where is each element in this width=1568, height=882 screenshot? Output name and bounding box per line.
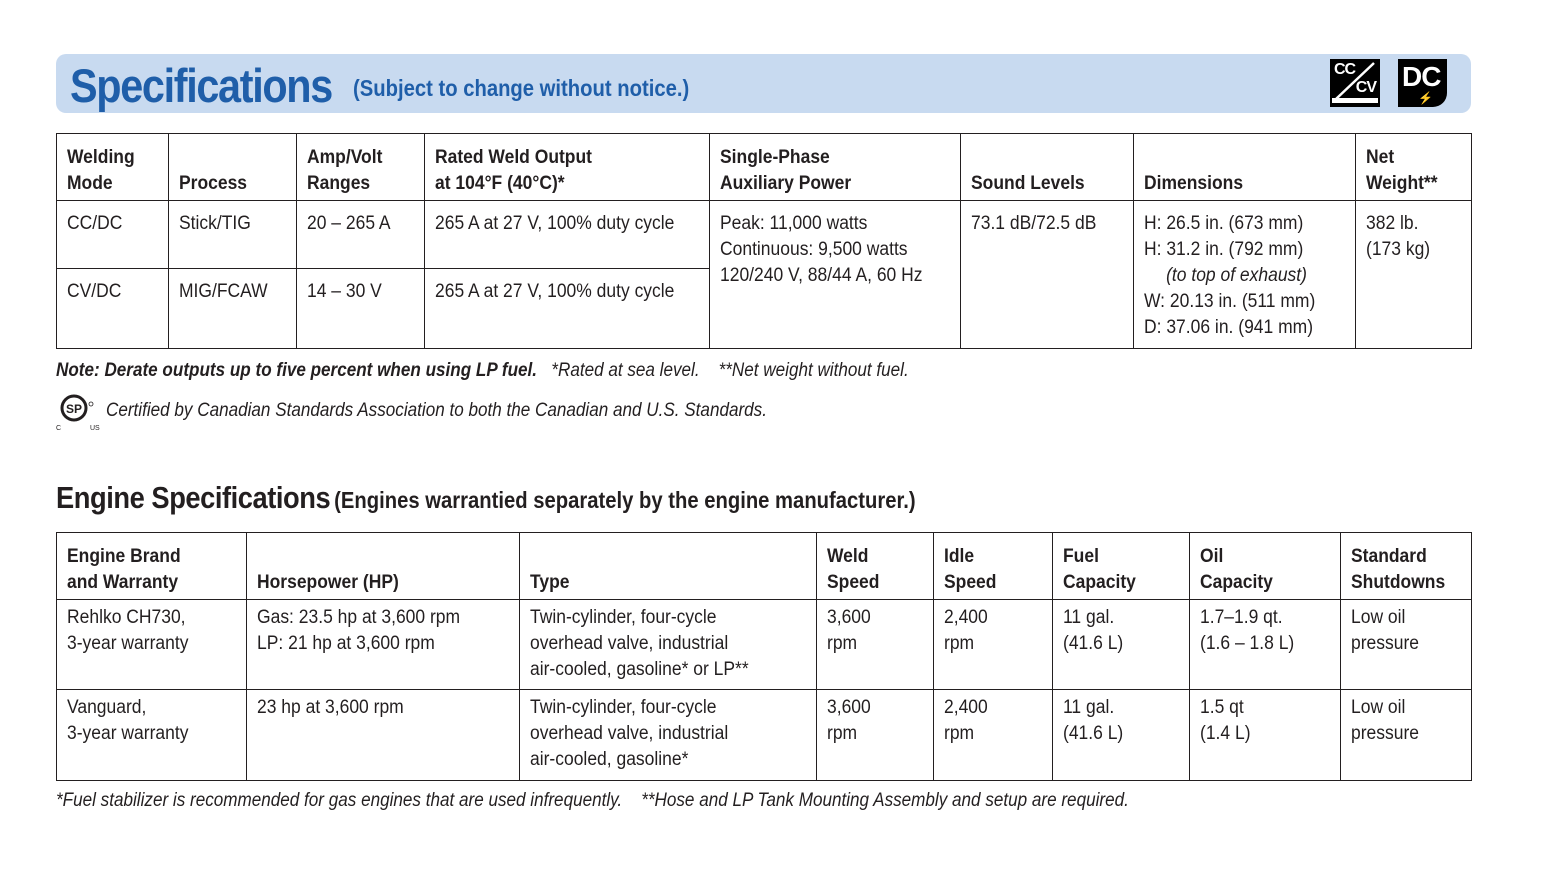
engine-specifications-table <box>56 532 1472 781</box>
header-amp-volt-ranges: Amp/Volt Ranges <box>297 134 425 201</box>
svg-text:SP: SP <box>66 402 83 416</box>
cell-net-weight: 382 lb. (173 kg) <box>1356 201 1472 349</box>
csa-certification-text: Certified by Canadian Standards Association to both the Canadian and U.S. Standards. <box>106 400 767 421</box>
cell-shutdowns: Low oil pressure <box>1341 690 1472 781</box>
header-sound-levels: Sound Levels <box>961 134 1134 201</box>
cell-shutdowns: Low oil pressure <box>1341 600 1472 690</box>
specifications-header-bar <box>56 54 1471 113</box>
cc-cv-badge-icon <box>1330 59 1380 107</box>
table-header-row <box>57 533 1472 600</box>
rated-note-text: *Rated at sea level. <box>551 360 700 381</box>
cell-mode: CV/DC <box>57 269 169 349</box>
header-dimensions: Dimensions <box>1134 134 1356 201</box>
cell-weld-speed: 3,600 rpm <box>817 600 934 690</box>
table-row <box>57 600 1472 690</box>
header-rated-weld-output: Rated Weld Output at 104°F (40°C)* <box>425 134 710 201</box>
svg-text:C: C <box>56 425 62 432</box>
cell-fuel-capacity: 11 gal. (41.6 L) <box>1053 600 1190 690</box>
cell-type: Twin-cylinder, four-cycle overhead valve, industrial air-cooled, gasoline* or LP** <box>520 600 817 690</box>
page-title: Specifications <box>70 59 332 112</box>
derate-note <box>56 360 909 382</box>
table-row <box>57 690 1472 781</box>
cell-brand: Vanguard, 3-year warranty <box>57 690 247 781</box>
table-header-row <box>57 134 1472 201</box>
badge-cv-text: CV <box>1355 79 1376 96</box>
table-row <box>57 201 1472 269</box>
cell-mode: CC/DC <box>57 201 169 269</box>
hose-assembly-note: **Hose and LP Tank Mounting Assembly and setup are required. <box>641 790 1129 811</box>
header-net-weight: Net Weight** <box>1356 134 1472 201</box>
header-oil-capacity: Oil Capacity <box>1190 533 1341 600</box>
header-welding-mode: Welding Mode <box>57 134 169 201</box>
cell-output: 265 A at 27 V, 100% duty cycle <box>425 269 710 349</box>
cell-range: 14 – 30 V <box>297 269 425 349</box>
cell-oil-capacity: 1.5 qt (1.4 L) <box>1190 690 1341 781</box>
dc-badge-icon <box>1398 59 1447 107</box>
header-type: Type <box>520 533 817 600</box>
badge-dc-text: DC <box>1402 61 1441 92</box>
cell-process: Stick/TIG <box>169 201 297 269</box>
header-weld-speed: Weld Speed <box>817 533 934 600</box>
engine-subtitle: (Engines warrantied separately by the engine manufacturer.) <box>334 487 916 513</box>
cell-idle-speed: 2,400 rpm <box>934 690 1053 781</box>
header-process: Process <box>169 134 297 201</box>
cell-weld-speed: 3,600 rpm <box>817 690 934 781</box>
specifications-table <box>56 133 1472 349</box>
header-fuel-capacity: Fuel Capacity <box>1053 533 1190 600</box>
engine-footnote <box>56 790 1129 812</box>
cell-brand: Rehlko CH730, 3-year warranty <box>57 600 247 690</box>
badge-cc-text: CC <box>1334 61 1356 78</box>
cell-fuel-capacity: 11 gal. (41.6 L) <box>1053 690 1190 781</box>
cell-output: 265 A at 27 V, 100% duty cycle <box>425 201 710 269</box>
cell-idle-speed: 2,400 rpm <box>934 600 1053 690</box>
cell-process: MIG/FCAW <box>169 269 297 349</box>
lightning-bolt-icon: ⚡ <box>1418 91 1433 105</box>
svg-text:US: US <box>90 425 100 432</box>
cell-oil-capacity: 1.7–1.9 qt. (1.6 – 1.8 L) <box>1190 600 1341 690</box>
fuel-stabilizer-note: *Fuel stabilizer is recommended for gas engines that are used infrequently. <box>56 790 623 811</box>
cell-sound-levels: 73.1 dB/72.5 dB <box>961 201 1134 349</box>
net-weight-note-text: **Net weight without fuel. <box>718 360 909 381</box>
csa-certification-icon <box>56 392 104 432</box>
header-standard-shutdowns: Standard Shutdowns <box>1341 533 1472 600</box>
engine-section-title <box>56 480 916 516</box>
cell-dimensions: H: 26.5 in. (673 mm) H: 31.2 in. (792 mm) (to top of exhaust) W: 20.13 in. (511 mm) D: 37.06 in. (941 mm) <box>1134 201 1356 349</box>
cell-type: Twin-cylinder, four-cycle overhead valve, industrial air-cooled, gasoline* <box>520 690 817 781</box>
cell-horsepower: Gas: 23.5 hp at 3,600 rpm LP: 21 hp at 3,600 rpm <box>247 600 520 690</box>
header-horsepower: Horsepower (HP) <box>247 533 520 600</box>
header-idle-speed: Idle Speed <box>934 533 1053 600</box>
header-engine-brand: Engine Brand and Warranty <box>57 533 247 600</box>
cell-range: 20 – 265 A <box>297 201 425 269</box>
derate-note-text: Note: Derate outputs up to five percent when using LP fuel. <box>56 360 538 381</box>
cell-aux-power: Peak: 11,000 watts Continuous: 9,500 watts 120/240 V, 88/44 A, 60 Hz <box>710 201 961 349</box>
page-subtitle: (Subject to change without notice.) <box>353 75 690 101</box>
engine-title: Engine Specifications <box>56 480 331 515</box>
header-aux-power: Single-Phase Auxiliary Power <box>710 134 961 201</box>
cell-horsepower: 23 hp at 3,600 rpm <box>247 690 520 781</box>
badge-underline <box>1332 98 1378 103</box>
